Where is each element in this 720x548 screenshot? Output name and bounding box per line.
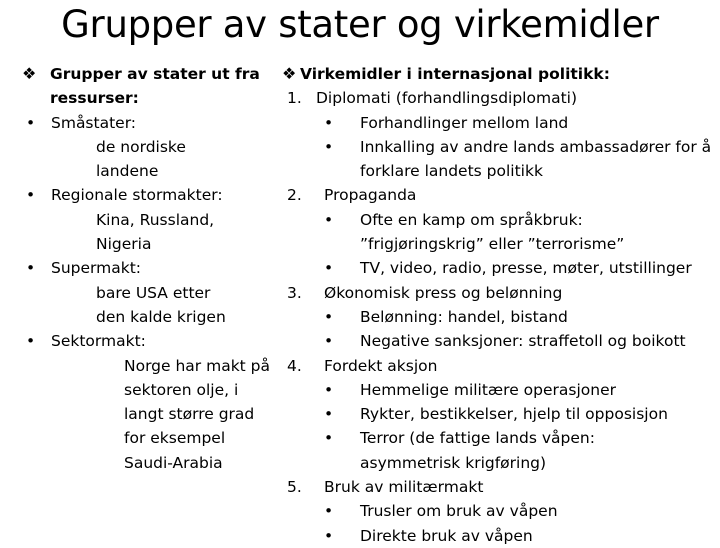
sub-bullet-text: ”frigjøringskrig” eller ”terrorisme”: [360, 235, 625, 254]
sub-bullet: [283, 426, 715, 450]
left-item-detail: den kalde krigen: [96, 307, 226, 326]
left-item-detail: Norge har makt på: [124, 356, 271, 375]
left-item-label: Regionale stormakter:: [51, 186, 223, 205]
numbered-item: [283, 354, 715, 378]
bullet-icon: •: [26, 259, 36, 278]
numbered-item: [283, 183, 715, 207]
sub-bullet: [283, 402, 715, 426]
item-label: Diplomati (forhandlingsdiplomati): [316, 89, 578, 108]
sub-bullet: [283, 305, 715, 329]
item-label: Propaganda: [324, 186, 417, 205]
left-item-detail: sektoren olje, i: [124, 380, 239, 399]
sub-bullet: [283, 135, 715, 159]
bullet-icon: •: [324, 380, 334, 399]
sub-bullet-text: Terror (de fattige lands våpen:: [360, 429, 595, 448]
left-item: [20, 183, 265, 207]
right-heading: Virkemidler i internasjonal politikk:: [300, 65, 610, 83]
sub-bullet-text: Negative sanksjoner: straffetoll og boikott: [360, 332, 686, 351]
item-number: 3.: [287, 283, 302, 302]
left-item-detail: bare USA etter: [96, 283, 211, 302]
left-item-detail: Saudi-Arabia: [124, 453, 223, 472]
sub-bullet-text: forklare landets politikk: [360, 162, 543, 181]
bullet-icon: •: [324, 210, 334, 229]
sub-bullet: [283, 524, 715, 548]
sub-bullet-text: Rykter, bestikkelser, hjelp til opposisjon: [360, 405, 668, 424]
sub-bullet-text: Trusler om bruk av våpen: [360, 502, 558, 521]
left-item-detail: de nordiske: [96, 137, 186, 156]
right-column: [283, 62, 715, 548]
item-label: Fordekt aksjon: [324, 356, 438, 375]
sub-bullet-text: Hemmelige militære operasjoner: [360, 380, 616, 399]
diamond-bullet-icon: ❖: [282, 64, 297, 83]
bullet-icon: •: [324, 113, 334, 132]
numbered-item: [283, 281, 715, 305]
sub-bullet-text: asymmetrisk krigføring): [360, 453, 547, 472]
sub-bullet: [283, 208, 715, 232]
sub-bullet: [283, 256, 715, 280]
left-item-detail: landene: [96, 162, 159, 181]
left-item-detail: for eksempel: [124, 429, 226, 448]
right-heading-row: [283, 62, 715, 86]
left-item-detail: Nigeria: [96, 235, 152, 254]
sub-bullet-text: TV, video, radio, presse, møter, utstillinger: [360, 259, 692, 278]
bullet-icon: •: [26, 113, 36, 132]
left-item-detail: Kina, Russland,: [96, 210, 215, 229]
sub-bullet: [283, 499, 715, 523]
bullet-icon: •: [324, 526, 334, 545]
left-item: [20, 256, 265, 280]
left-item-detail: langt større grad: [124, 405, 255, 424]
bullet-icon: •: [324, 502, 334, 521]
left-item-label: Supermakt:: [51, 259, 142, 278]
item-label: Økonomisk press og belønning: [324, 283, 563, 302]
sub-bullet-text: Direkte bruk av våpen: [360, 526, 533, 545]
bullet-icon: •: [324, 259, 334, 278]
left-item: [20, 329, 265, 353]
bullet-icon: •: [324, 332, 334, 351]
sub-bullet-text: Belønning: handel, bistand: [360, 307, 568, 326]
left-heading-row: [20, 62, 265, 86]
left-heading-cont: ressurser:: [50, 89, 139, 108]
numbered-item: [283, 86, 715, 110]
bullet-icon: •: [26, 332, 36, 351]
sub-bullet-cont: [283, 159, 715, 183]
slide-title: Grupper av stater og virkemidler: [61, 3, 659, 46]
sub-bullet-text: Innkalling av andre lands ambassadører for å: [360, 137, 712, 156]
numbered-item: [283, 475, 715, 499]
sub-bullet-cont: [283, 232, 715, 256]
item-number: 2.: [287, 186, 302, 205]
left-heading: Grupper av stater ut fra: [50, 65, 260, 83]
item-number: 4.: [287, 356, 302, 375]
sub-bullet: [283, 378, 715, 402]
sub-bullet-cont: [283, 451, 715, 475]
left-item-label: Småstater:: [51, 113, 137, 132]
item-number: 5.: [287, 478, 302, 497]
sub-bullet: [283, 111, 715, 135]
left-item: [20, 111, 265, 135]
bullet-icon: •: [26, 186, 36, 205]
bullet-icon: •: [324, 307, 334, 326]
diamond-bullet-icon: ❖: [22, 64, 37, 83]
bullet-icon: •: [324, 429, 334, 448]
sub-bullet-text: Ofte en kamp om språkbruk:: [360, 210, 583, 229]
left-column: [20, 62, 271, 475]
item-label: Bruk av militærmakt: [324, 478, 484, 497]
left-item-label: Sektormakt:: [51, 332, 146, 351]
item-number: 1.: [287, 89, 302, 108]
bullet-icon: •: [324, 137, 334, 156]
sub-bullet-text: Forhandlinger mellom land: [360, 113, 569, 132]
sub-bullet: [283, 329, 715, 353]
left-heading-row-2: [20, 86, 265, 110]
bullet-icon: •: [324, 405, 334, 424]
